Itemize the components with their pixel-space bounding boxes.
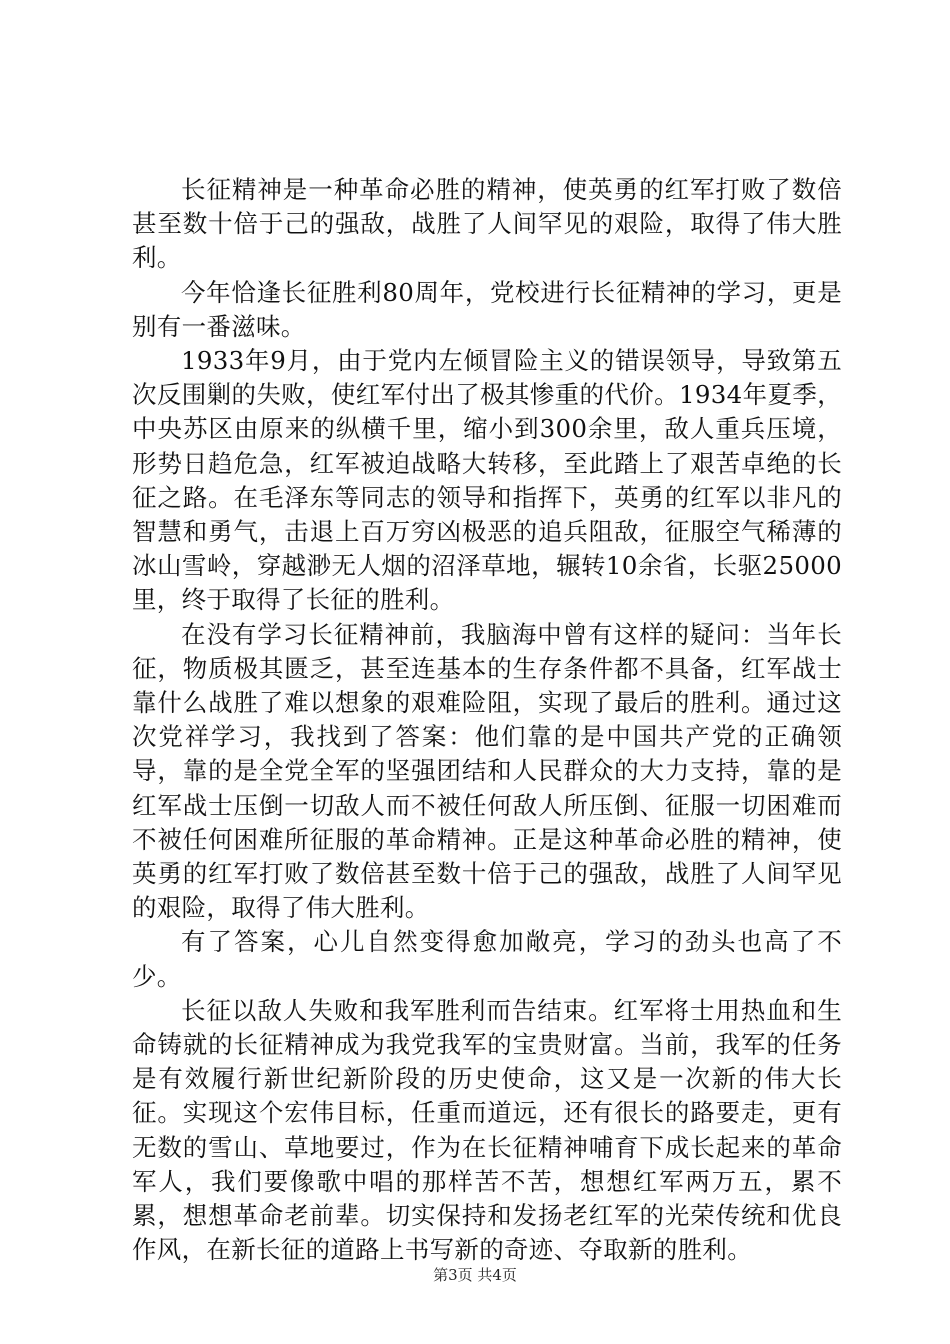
paragraph-1: 长征精神是一种革命必胜的精神，使英勇的红军打败了数倍甚至数十倍于己的强敌，战胜了人间罕见的艰险，取得了伟大胜利。 bbox=[132, 175, 842, 273]
paragraph-2: 今年恰逢长征胜利80周年，党校进行长征精神的学习，更是别有一番滋味。 bbox=[132, 277, 842, 341]
paragraph-6: 长征以敌人失败和我军胜利而告结束。红军将士用热血和生命铸就的长征精神成为我党我军的宝贵财富。当前，我军的任务是有效履行新世纪新阶段的历史使命，这又是一次新的伟大长征。实现这个宏伟目标，任重而道远，还有很长的路要走，更有无数的雪山、草地要过，作为在长征精神哺育下成长起来的革命军人，我们要像歌中唱的那样苦不苦，想想红军两万五，累不累，想想革命老前辈。切实保持和发扬老红军的光荣传统和优良作风，在新长征的道路上书写新的奇迹、夺取新的胜利。 bbox=[132, 995, 842, 1265]
paragraph-3: 1933年9月，由于党内左倾冒险主义的错误领导，导致第五次反围剿的失败，使红军付出了极其惨重的代价。1934年夏季，中央苏区由原来的纵横千里，缩小到300余里，敌人重兵压境，形势日趋危急，红军被迫战略大转移，至此踏上了艰苦卓绝的长征之路。在毛泽东等同志的领导和指挥下，英勇的红军以非凡的智慧和勇气，击退上百万穷凶极恶的追兵阻敌，征服空气稀薄的冰山雪岭，穿越渺无人烟的沼泽草地，辗转10余省，长驱25000里，终于取得了长征的胜利。 bbox=[132, 346, 842, 615]
page-number-footer: 第3页 共4页 bbox=[433, 1266, 517, 1284]
paragraph-5: 有了答案，心儿自然变得愈加敞亮，学习的劲头也高了不少。 bbox=[132, 927, 842, 991]
paragraph-4: 在没有学习长征精神前，我脑海中曾有这样的疑问：当年长征，物质极其匮乏，甚至连基本的生存条件都不具备，红军战士靠什么战胜了难以想象的艰难险阻，实现了最后的胜利。通过这次党祥学习，我找到了答案：他们靠的是中国共产党的正确领导，靠的是全党全军的坚强团结和人民群众的大力支持，靠的是红军战士压倒一切敌人而不被任何敌人所压倒、征服一切困难而不被任何困难所征服的革命精神。正是这种革命必胜的精神，使英勇的红军打败了数倍甚至数十倍于己的强敌，战胜了人间罕见的艰险，取得了伟大胜利。 bbox=[132, 619, 842, 923]
document-body bbox=[132, 173, 842, 1268]
